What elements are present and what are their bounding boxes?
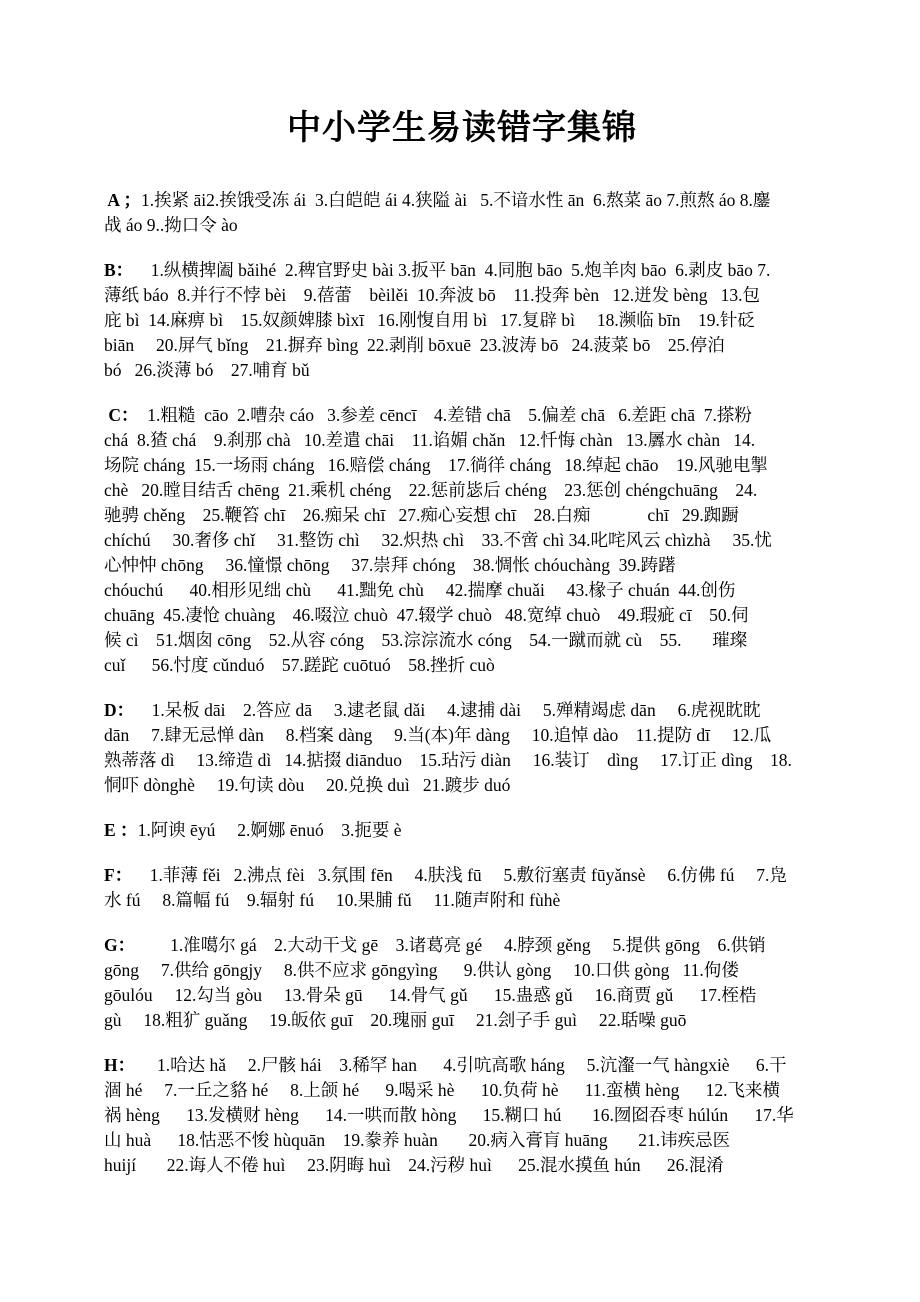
section-a <box>104 188 820 238</box>
text-line: chè 20.瞠目结舌 chēng 21.乘机 chéng 22.惩前毖后 chéng 23.惩创 chéngchuāng 24. <box>104 480 758 500</box>
text-line: 场院 cháng 15.一场雨 cháng 16.赔偿 cháng 17.徜徉 cháng 18.绰起 chāo 19.风驰电掣 <box>104 455 768 475</box>
text-line <box>104 818 820 843</box>
document-title: 中小学生易读错字集锦 <box>287 110 637 147</box>
text-line <box>104 863 820 888</box>
section-g <box>104 933 820 1033</box>
text-line: 山 huà 18.怙恶不悛 hùquān 19.豢养 huàn 20.病入膏肓 huāng 21.讳疾忌医 <box>104 1130 731 1150</box>
text-line: gōulóu 12.勾当 gòu 13.骨朵 gū 14.骨气 gǔ 15.蛊惑 gǔ 16.商贾 gǔ 17.桎梏 <box>104 985 757 1005</box>
section-text: 1.挨紧 āi2.挨饿受冻 ái 3.白皑皑 ái 4.狭隘 ài 5.不谙水性 ān 6.熬菜 āo 7.煎熬 áo 8.鏖 <box>140 190 771 210</box>
text-line: biān 20.屏气 bǐng 21.摒弃 bìng 22.剥削 bōxuē 23.波涛 bō 24.菠菜 bō 25.停泊 <box>104 335 725 355</box>
section-label: H： <box>104 1055 136 1075</box>
section-label: G： <box>104 935 136 955</box>
text-line: 恫吓 dònghè 19.句读 dòu 20.兑换 duì 21.踱步 duó <box>104 775 511 795</box>
text-line: chuāng 45.凄怆 chuàng 46.啜泣 chuò 47.辍学 chuò 48.宽绰 chuò 49.瑕疵 cī 50.伺 <box>104 605 749 625</box>
text-line: chíchú 30.奢侈 chǐ 31.整饬 chì 32.炽热 chì 33.不啻 chì 34.叱咤风云 chìzhà 35.忧 <box>104 530 772 550</box>
section-text: 1.呆板 dāi 2.答应 dā 3.逮老鼠 dǎi 4.逮捕 dài 5.殚精竭虑 dān 6.虎视眈眈 <box>134 700 761 720</box>
text-line: huijí 22.诲人不倦 huì 23.阴晦 huì 24.污秽 huì 25.混水摸鱼 hún 26.混淆 <box>104 1155 724 1175</box>
section-b <box>104 258 820 383</box>
text-line: gōng 7.供给 gōngjy 8.供不应求 gōngyìng 9.供认 gòng 10.口供 gòng 11.佝偻 <box>104 960 739 980</box>
section-text: 1.菲薄 fěi 2.沸点 fèi 3.氛围 fēn 4.肤浅 fū 5.敷衍塞责 fūyǎnsè 6.仿佛 fú 7.凫 <box>132 865 787 885</box>
section-text: 1.哈达 hǎ 2.尸骸 hái 3.稀罕 han 4.引吭高歌 háng 5.沆瀣一气 hàngxiè 6.干 <box>135 1055 787 1075</box>
section-label: D： <box>104 700 135 720</box>
text-line: 心忡忡 chōng 36.憧憬 chōng 37.崇拜 chóng 38.惆怅 chóuchàng 39.踌躇 <box>104 555 676 575</box>
text-line: 候 cì 51.烟囱 cōng 52.从容 cóng 53.淙淙流水 cóng 54.一蹴而就 cù 55. 璀璨 <box>104 630 748 650</box>
section-label: B： <box>104 260 134 280</box>
text-line: cuǐ 56.忖度 cǔnduó 57.蹉跎 cuōtuó 58.挫折 cuò <box>104 655 495 675</box>
section-c <box>104 403 820 678</box>
text-line: 薄纸 báo 8.并行不悖 bèi 9.蓓蕾 bèilěi 10.奔波 bō 11.投奔 bèn 12.迸发 bèng 13.包 <box>104 285 761 305</box>
section-text: 1.粗糙 cāo 2.嘈杂 cáo 3.参差 cēncī 4.差错 chā 5.偏差 chā 6.差距 chā 7.搽粉 <box>138 405 752 425</box>
text-line <box>104 258 820 283</box>
section-e <box>104 818 820 843</box>
section-h <box>104 1053 820 1178</box>
text-line <box>104 188 820 213</box>
text-line: gù 18.粗犷 guǎng 19.皈依 guī 20.瑰丽 guī 21.刽子手 guì 22.聒噪 guō <box>104 1010 687 1030</box>
text-line <box>104 403 820 428</box>
text-line: dān 7.肆无忌惮 dàn 8.档案 dàng 9.当(本)年 dàng 10.追悼 dào 11.提防 dī 12.瓜 <box>104 725 772 745</box>
text-line: 战 áo 9..拗口令 ào <box>104 215 238 235</box>
section-text: 1.阿谀 ēyú 2.婀娜 ēnuó 3.扼要 è <box>137 820 402 840</box>
text-line <box>104 1053 820 1078</box>
section-label: A ； <box>104 190 141 210</box>
text-line: chóuchú 40.相形见绌 chù 41.黜免 chù 42.揣摩 chuǎi 43.椽子 chuán 44.创伤 <box>104 580 736 600</box>
document-body <box>104 188 820 1178</box>
section-label: F： <box>104 865 133 885</box>
text-line <box>104 698 820 723</box>
text-line: 庇 bì 14.麻痹 bì 15.奴颜婢膝 bìxī 16.刚愎自用 bì 17.复辟 bì 18.濒临 bīn 19.针砭 <box>104 310 755 330</box>
text-line: 祸 hèng 13.发横财 hèng 14.一哄而散 hòng 15.糊口 hú 16.囫囵吞枣 húlún 17.华 <box>104 1105 794 1125</box>
section-label: C： <box>104 405 139 425</box>
section-text: 1.准噶尔 gá 2.大动干戈 gē 3.诸葛亮 gé 4.脖颈 gěng 5.提供 gōng 6.供销 <box>135 935 766 955</box>
text-line: chá 8.猹 chá 9.刹那 chà 10.差遣 chāi 11.谄媚 chǎn 12.忏悔 chàn 13.羼水 chàn 14. <box>104 430 756 450</box>
section-label: E ： <box>104 820 138 840</box>
text-line: 涸 hé 7.一丘之貉 hé 8.上颌 hé 9.喝采 hè 10.负荷 hè 11.蛮横 hèng 12.飞来横 <box>104 1080 780 1100</box>
text-line: 水 fú 8.篇幅 fú 9.辐射 fú 10.果脯 fǔ 11.随声附和 fùhè <box>104 890 561 910</box>
text-line <box>104 933 820 958</box>
text-line: bó 26.淡薄 bó 27.哺育 bǔ <box>104 360 310 380</box>
section-d <box>104 698 820 798</box>
text-line: 熟蒂落 dì 13.缔造 dì 14.掂掇 diānduo 15.玷污 diàn 16.装订 dìng 17.订正 dìng 18. <box>104 750 792 770</box>
section-text: 1.纵横捭阖 bǎihé 2.稗官野史 bài 3.扳平 bān 4.同胞 bāo 5.炮羊肉 bāo 6.剥皮 bāo 7. <box>133 260 771 280</box>
text-line: 驰骋 chěng 25.鞭笞 chī 26.痴呆 chī 27.痴心妄想 chī 28.白痴 chī 29.踟蹰 <box>104 505 739 525</box>
section-f <box>104 863 820 913</box>
